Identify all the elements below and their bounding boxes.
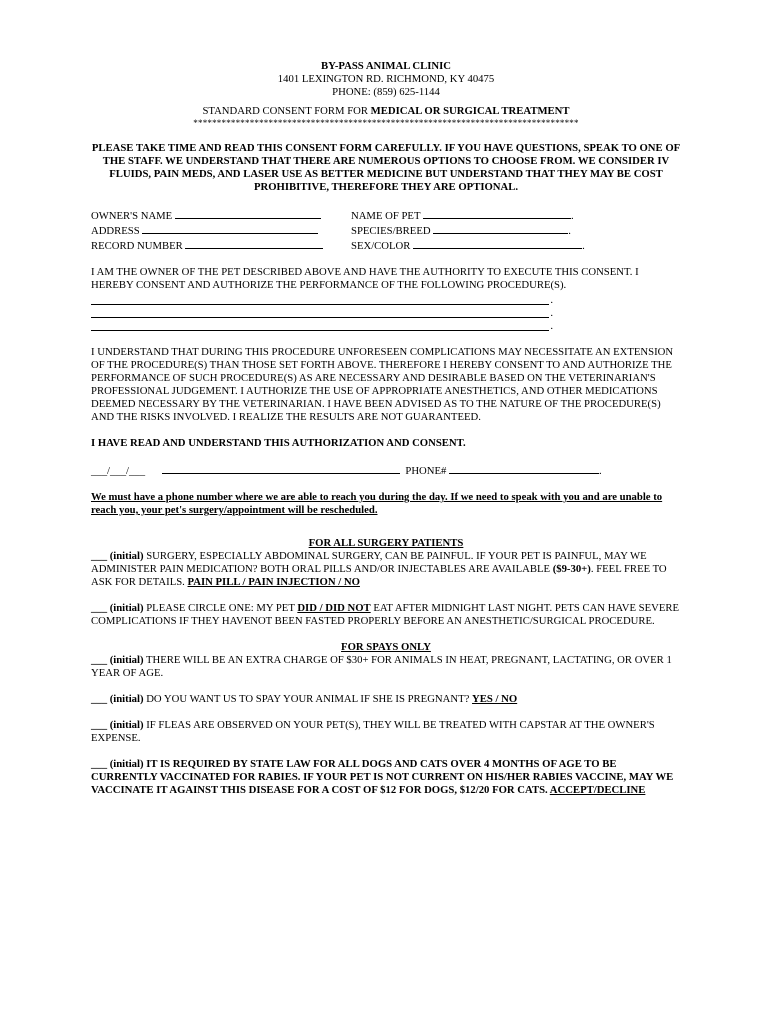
owners-name-blank[interactable]	[175, 208, 321, 219]
pain-price: ($9-30+)	[552, 563, 591, 575]
rabies-initial-blank[interactable]: ___	[91, 758, 108, 770]
species-breed-label: SPECIES/BREED	[351, 225, 431, 237]
clinic-header	[91, 60, 681, 99]
procedure-lines	[91, 292, 681, 331]
fasting-pre: PLEASE CIRCLE ONE: MY PET	[143, 602, 298, 614]
clinic-phone: PHONE: (859) 625-1144	[332, 86, 440, 98]
consent-form	[91, 60, 681, 797]
fleas-item	[91, 719, 681, 745]
rabies-initial-label: (initial)	[107, 758, 144, 770]
owners-name-label: OWNER'S NAME	[91, 210, 173, 222]
owner-statement: I AM THE OWNER OF THE PET DESCRIBED ABOVE AND HAVE THE AUTHORITY TO EXECUTE THIS CONSENT. I HEREBY CONSENT AND AUTHORIZE THE PERFORMANCE OF THE FOLLOWING PROCEDURE(S).	[91, 266, 639, 291]
pain-tail: . FEEL FREE TO ASK FOR DETAILS.	[91, 563, 667, 588]
procedure-line[interactable]	[91, 305, 553, 319]
phone-label: PHONE#	[405, 465, 447, 477]
species-breed-period: .	[568, 225, 571, 237]
pet-name-label: NAME OF PET	[351, 210, 421, 222]
fasting-item	[91, 602, 681, 628]
sex-color-blank[interactable]	[413, 238, 582, 249]
sex-color-label: SEX/COLOR	[351, 240, 411, 252]
authorization-statement: I HAVE READ AND UNDERSTAND THIS AUTHORIZATION AND CONSENT.	[91, 437, 466, 449]
procedure-line-period: .	[550, 307, 553, 319]
date-blank[interactable]: ___/___/___	[91, 465, 146, 477]
pain-choice[interactable]: PAIN PILL / PAIN INJECTION / NO	[187, 576, 360, 588]
pain-text: SURGERY, ESPECIALLY ABDOMINAL SURGERY, CAN BE PAINFUL. IF YOUR PET IS PAINFUL, MAY WE ADMINISTER PAIN MEDICATION? BOTH ORAL PILLS AND/OR INJECTABLES ARE AVAILABLE	[91, 550, 647, 575]
fasting-initial-blank[interactable]: ___	[91, 602, 108, 614]
form-title-prefix: STANDARD CONSENT FORM FOR	[202, 105, 371, 117]
clinic-name: BY-PASS ANIMAL CLINIC	[320, 60, 452, 72]
complications-paragraph: I UNDERSTAND THAT DURING THIS PROCEDURE UNFORESEEN COMPLICATIONS MAY NECESSITATE AN EXTENSION OF THE PROCEDURE(S) THAN THOSE SET FORTH ABOVE. THEREFORE I HEREBY CONSENT TO AND AUTHORIZE THE PERFORMANCE OF SUCH PROCEDURE(S) AS ARE NECESSARY AND DESIRABLE BASED ON THE VETERINARIAN'S PROFESSIONAL JUDGEMENT. I AUTHORIZE THE USE OF APPROPRIATE ANESTHETICS, AND OTHER MEDICATIONS DEEMED NECESSARY BY THE VETERINARIAN. I HAVE BEEN ADVISED AS TO THE NATURE OF THE PROCEDURE(S) AND THE RISKS INVOLVED. I REALIZE THE RESULTS ARE NOT GUARANTEED.	[91, 346, 674, 423]
species-breed-blank[interactable]	[433, 223, 568, 234]
procedure-line[interactable]	[91, 292, 553, 306]
heat-text: THERE WILL BE AN EXTRA CHARGE OF $30+ FOR ANIMALS IN HEAT, PREGNANT, LACTATING, OR OVER 1 YEAR OF AGE.	[91, 654, 672, 679]
rabies-choice[interactable]: ACCEPT/DECLINE	[549, 784, 646, 796]
pregnant-spay-item	[91, 693, 681, 706]
sex-color-field[interactable]	[351, 238, 681, 253]
address-field[interactable]	[91, 223, 351, 238]
pregnant-choice[interactable]: YES / NO	[472, 693, 518, 705]
phone-blank[interactable]	[449, 463, 599, 474]
pain-initial-label: (initial)	[107, 550, 144, 562]
owner-pet-fields	[91, 208, 681, 253]
pet-name-period: .	[570, 210, 574, 222]
form-title	[91, 105, 681, 118]
pregnant-initial-blank[interactable]: ___	[91, 693, 108, 705]
fleas-initial-label: (initial)	[107, 719, 144, 731]
pain-initial-blank[interactable]: ___	[91, 550, 108, 562]
fasting-post: EAT AFTER MIDNIGHT LAST NIGHT. PETS CAN HAVE SEVERE COMPLICATIONS IF THEY HAVENOT BEEN FASTED PROPERLY BEFORE AN ANESTHETIC/SURGICAL PROCEDURE.	[91, 602, 680, 627]
record-number-label: RECORD NUMBER	[91, 240, 183, 252]
spay-section-title: FOR SPAYS ONLY	[341, 641, 431, 653]
heat-charge-item	[91, 654, 681, 680]
form-title-emphasis: MEDICAL OR SURGICAL TREATMENT	[370, 105, 570, 117]
address-blank[interactable]	[142, 223, 318, 234]
record-number-blank[interactable]	[185, 238, 323, 249]
clinic-address: 1401 LEXINGTON RD. RICHMOND, KY 40475	[277, 73, 495, 85]
heat-initial-label: (initial)	[107, 654, 144, 666]
address-label: ADDRESS	[91, 225, 140, 237]
rabies-text: IT IS REQUIRED BY STATE LAW FOR ALL DOGS AND CATS OVER 4 MONTHS OF AGE TO BE CURRENTLY VACCINATED FOR RABIES. IF YOUR PET IS NOT CURRENT ON HIS/HER RABIES VACCINE, MAY WE VACCINATE IT AGAINST THIS DISEASE FOR A COST OF $12 FOR DOGS, $12/20 FOR CATS.	[91, 758, 674, 796]
rabies-item	[91, 758, 681, 797]
species-breed-field[interactable]	[351, 223, 681, 238]
intro-notice: PLEASE TAKE TIME AND READ THIS CONSENT FORM CAREFULLY. IF YOU HAVE QUESTIONS, SPEAK TO ONE OF THE STAFF. WE UNDERSTAND THAT THERE ARE NUMEROUS OPTIONS TO CHOOSE FROM. WE CONSIDER IV FLUIDS, PAIN MEDS, AND LASER USE AS BETTER MEDICINE BUT UNDERSTAND THAT THEY MAY BE COST PROHIBITIVE, THEREFORE THEY ARE OPTIONAL.	[91, 142, 681, 193]
fleas-initial-blank[interactable]: ___	[91, 719, 108, 731]
pregnant-text: DO YOU WANT US TO SPAY YOUR ANIMAL IF SHE IS PREGNANT?	[143, 693, 473, 705]
signature-blank[interactable]	[162, 463, 400, 474]
pet-name-field[interactable]	[351, 208, 681, 223]
heat-initial-blank[interactable]: ___	[91, 654, 108, 666]
star-divider: **********************************************************************************	[193, 118, 579, 128]
fasting-initial-label: (initial)	[107, 602, 144, 614]
pregnant-initial-label: (initial)	[107, 693, 144, 705]
phone-notice: We must have a phone number where we are able to reach you during the day. If we need to speak with you and are unable to reach you, your pet's surgery/appointment will be rescheduled.	[91, 491, 663, 516]
sex-color-period: .	[582, 240, 585, 252]
procedure-line-period: .	[550, 294, 553, 306]
phone-period: .	[599, 465, 602, 477]
surgery-section-title: FOR ALL SURGERY PATIENTS	[308, 537, 464, 549]
pain-medication-item	[91, 550, 681, 589]
procedure-line[interactable]	[91, 318, 553, 332]
pet-name-blank[interactable]	[423, 208, 571, 219]
record-number-field[interactable]	[91, 238, 351, 253]
signature-row	[91, 463, 681, 478]
fasting-choice[interactable]: DID / DID NOT	[297, 602, 371, 614]
procedure-line-period: .	[550, 320, 553, 332]
owners-name-field[interactable]	[91, 208, 351, 223]
fleas-text: IF FLEAS ARE OBSERVED ON YOUR PET(S), THEY WILL BE TREATED WITH CAPSTAR AT THE OWNER'S EXPENSE.	[91, 719, 655, 744]
